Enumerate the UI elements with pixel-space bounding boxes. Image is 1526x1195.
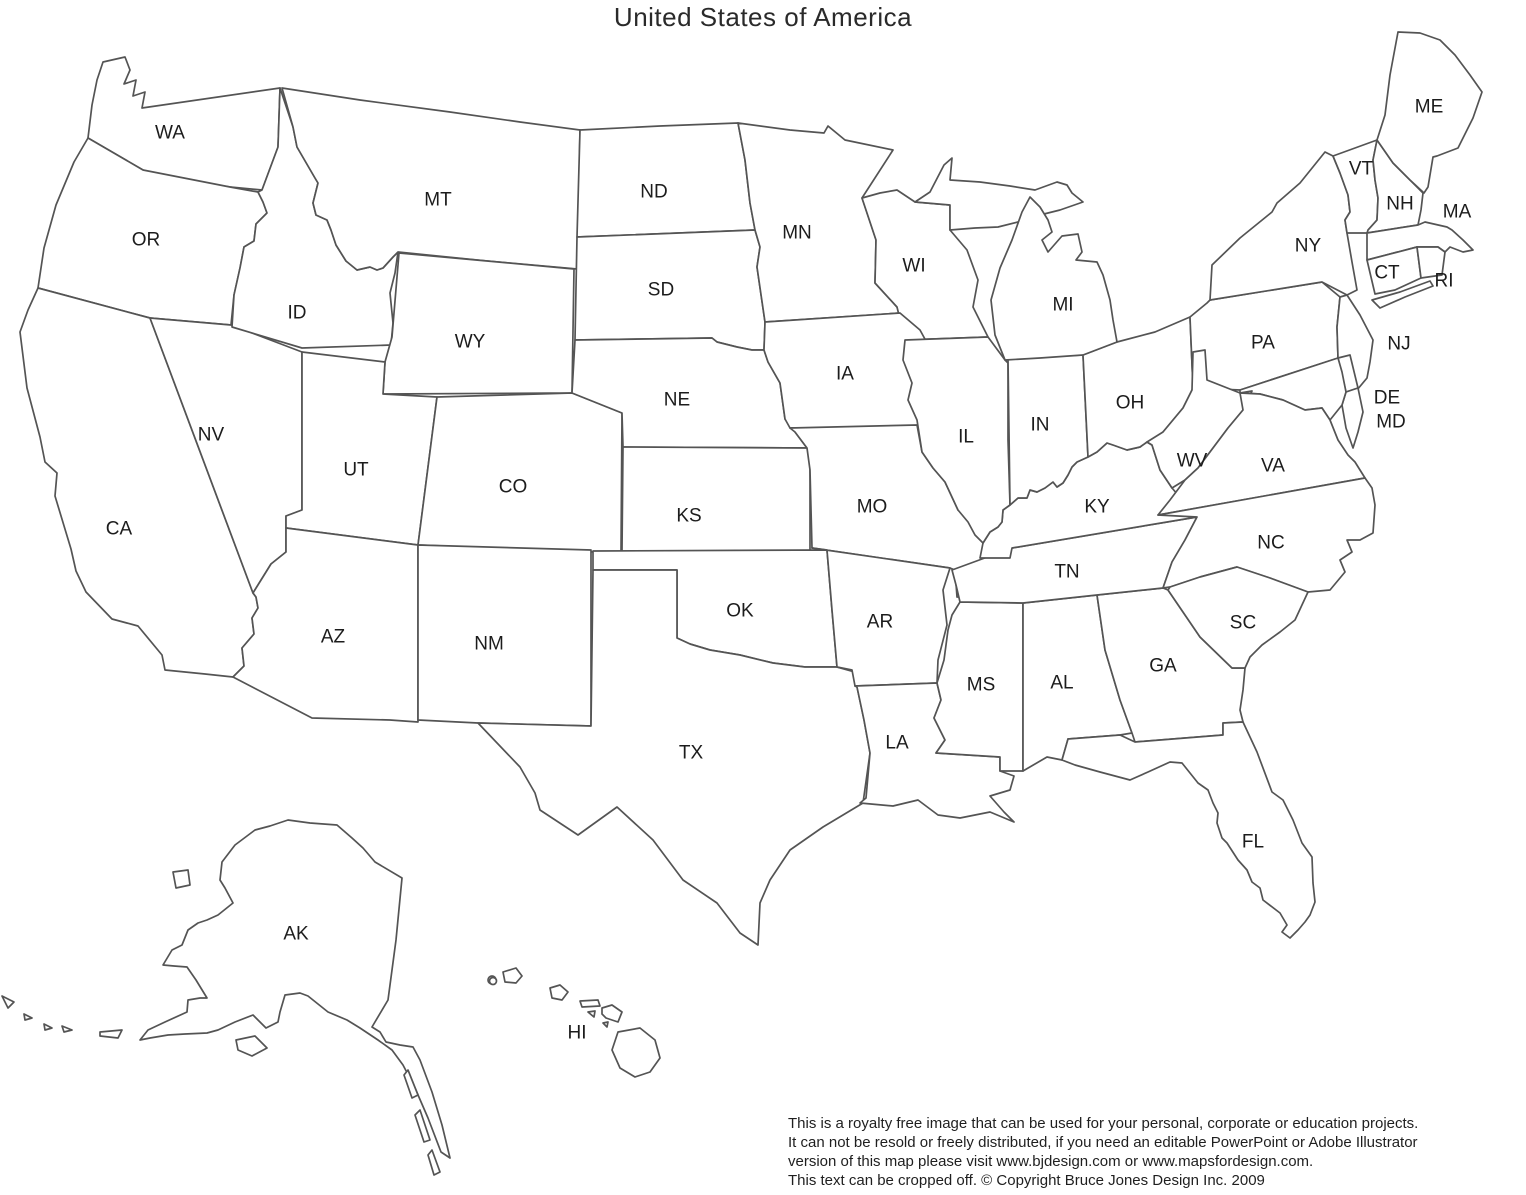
oahu-island — [550, 985, 568, 1000]
state-label-il: IL — [958, 426, 974, 448]
state-label-ga: GA — [1149, 655, 1177, 677]
kauai-island — [503, 968, 522, 983]
state-label-al: AL — [1050, 672, 1074, 694]
state-shape-ny — [1210, 152, 1357, 300]
big-island — [612, 1028, 660, 1077]
maui-island — [602, 1005, 622, 1022]
state-label-nc: NC — [1257, 532, 1285, 554]
state-label-co: CO — [498, 476, 528, 498]
state-label-ak: AK — [283, 923, 309, 945]
state-shape-ks — [622, 447, 816, 552]
state-label-sc: SC — [1229, 612, 1257, 634]
state-shape-co — [418, 393, 622, 553]
state-label-ky: KY — [1084, 496, 1110, 518]
state-label-nm: NM — [474, 633, 504, 655]
state-label-nv: NV — [197, 424, 225, 446]
state-label-or: OR — [131, 229, 161, 251]
state-label-mi: MI — [1052, 294, 1074, 316]
state-label-wa: WA — [155, 122, 185, 144]
state-shape-nm — [418, 545, 591, 726]
state-label-ct: CT — [1374, 262, 1400, 284]
state-label-tx: TX — [678, 742, 704, 764]
state-label-ma: MA — [1442, 201, 1472, 223]
state-shape-nd — [577, 123, 755, 237]
state-label-in: IN — [1030, 414, 1050, 436]
state-label-ia: IA — [836, 363, 854, 385]
lanai-island — [588, 1011, 595, 1017]
copyright-footer — [788, 1114, 1526, 1190]
state-label-ut: UT — [343, 459, 369, 481]
state-label-mn: MN — [782, 222, 812, 244]
state-label-me: ME — [1414, 96, 1444, 118]
footer-line: This text can be cropped off. © Copyright Bruce Jones Design Inc. 2009 — [788, 1172, 1265, 1189]
state-label-oh: OH — [1115, 392, 1145, 414]
state-label-wy: WY — [454, 331, 486, 353]
state-label-nj: NJ — [1387, 333, 1411, 355]
state-label-de: DE — [1373, 387, 1401, 409]
aleutian-island — [62, 1026, 72, 1032]
state-label-ar: AR — [866, 611, 894, 633]
state-label-id: ID — [287, 302, 307, 324]
state-label-md: MD — [1376, 411, 1406, 433]
state-label-nd: ND — [640, 181, 668, 203]
state-label-wi: WI — [902, 255, 926, 277]
kahoolawe-island — [603, 1022, 608, 1027]
molokai-island — [580, 1000, 600, 1007]
state-label-la: LA — [885, 732, 909, 754]
footer-line: version of this map please visit www.bjdesign.com or www.mapsfordesign.com. — [788, 1153, 1314, 1170]
aleutian-island — [24, 1014, 32, 1020]
kodiak-island — [236, 1036, 267, 1056]
st-lawrence-island — [173, 870, 190, 888]
aleutian-island — [100, 1030, 122, 1038]
state-label-tn: TN — [1054, 561, 1080, 583]
state-label-ri: RI — [1434, 270, 1454, 292]
state-label-ne: NE — [663, 389, 691, 411]
state-label-sd: SD — [647, 279, 675, 301]
state-label-nh: NH — [1386, 193, 1414, 215]
aleutian-island — [2, 996, 14, 1008]
footer-line: It can not be resold or freely distributed, if you need an editable PowerPoint or Adobe Illustrator — [788, 1134, 1418, 1151]
panhandle-island — [428, 1150, 440, 1175]
niihau-island — [490, 978, 497, 985]
state-label-va: VA — [1261, 455, 1285, 477]
state-shape-fl — [1062, 722, 1315, 938]
state-label-vt: VT — [1348, 158, 1374, 180]
state-label-mt: MT — [424, 189, 452, 211]
footer-line: This is a royalty free image that can be used for your personal, corporate or education projects. — [788, 1115, 1419, 1132]
state-label-ca: CA — [105, 518, 133, 540]
state-label-mo: MO — [856, 496, 888, 518]
state-shape-wy — [383, 253, 574, 394]
aleutian-island — [44, 1024, 52, 1030]
state-label-ks: KS — [676, 505, 702, 527]
state-label-ny: NY — [1294, 235, 1322, 257]
state-label-hi: HI — [567, 1022, 587, 1044]
page-title: United States of America — [613, 2, 913, 32]
state-label-ok: OK — [726, 600, 754, 622]
state-label-pa: PA — [1251, 332, 1275, 354]
state-label-ms: MS — [966, 674, 996, 696]
state-label-wv: WV — [1176, 450, 1208, 472]
state-label-az: AZ — [320, 626, 346, 648]
state-label-fl: FL — [1241, 831, 1265, 853]
